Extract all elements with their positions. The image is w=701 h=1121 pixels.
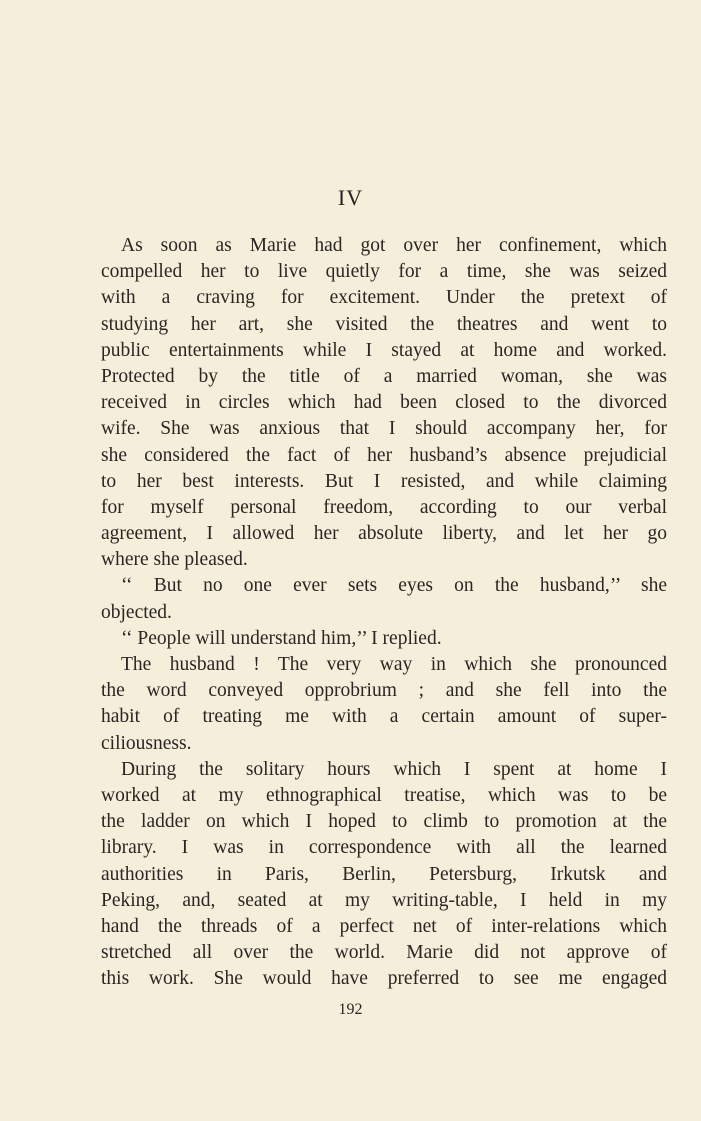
text-line: ‘‘ But no one ever sets eyes on the husband,’’ she <box>121 575 667 597</box>
text-line: ciliousness. <box>101 732 192 754</box>
text-line: authorities in Paris, Berlin, Petersburg, Irkutsk and <box>101 863 667 885</box>
page-number: 192 <box>338 1001 363 1018</box>
text-line: The husband ! The very way in which she pronounced <box>121 654 667 675</box>
text-line: the ladder on which I hoped to climb to promotion at the <box>101 811 667 833</box>
text-line: Protected by the title of a married woman, she was <box>101 365 667 387</box>
text-line: for myself personal freedom, according to our verbal <box>101 496 667 518</box>
body-text <box>101 233 667 992</box>
text-line: worked at my ethnographical treatise, which was to be <box>101 784 667 806</box>
text-line: compelled her to live quietly for a time, she was seized <box>101 261 667 283</box>
text-line: habit of treating me with a certain amount of super- <box>101 706 667 728</box>
text-line: this work. She would have preferred to see me engaged <box>101 968 667 990</box>
text-line: where she pleased. <box>101 549 248 571</box>
text-line: stretched all over the world. Marie did not approve of <box>101 942 667 964</box>
text-line: hand the threads of a perfect net of inter-relations which <box>101 915 667 937</box>
text-line: During the solitary hours which I spent at home I <box>121 758 667 780</box>
text-line: objected. <box>101 601 172 623</box>
text-line: public entertainments while I stayed at home and worked. <box>101 339 667 361</box>
text-line: ‘‘ People will understand him,’’ I replied. <box>121 627 442 649</box>
text-line: As soon as Marie had got over her confinement, which <box>121 235 667 256</box>
text-line: wife. She was anxious that I should accompany her, for <box>101 418 667 440</box>
text-line: with a craving for excitement. Under the pretext of <box>101 287 667 309</box>
text-line: Peking, and, seated at my writing-table, I held in my <box>101 889 667 911</box>
text-line: library. I was in correspondence with all the learned <box>101 837 667 859</box>
text-line: agreement, I allowed her absolute liberty, and let her go <box>101 523 667 545</box>
text-line: studying her art, she visited the theatres and went to <box>101 313 667 335</box>
text-line: the word conveyed opprobrium ; and she fell into the <box>101 680 667 702</box>
text-line: received in circles which had been closed to the divorced <box>101 392 667 414</box>
text-line: to her best interests. But I resisted, and while claiming <box>101 470 667 492</box>
text-line: she considered the fact of her husband’s absence prejudicial <box>101 444 667 466</box>
chapter-heading: IV <box>337 185 364 210</box>
